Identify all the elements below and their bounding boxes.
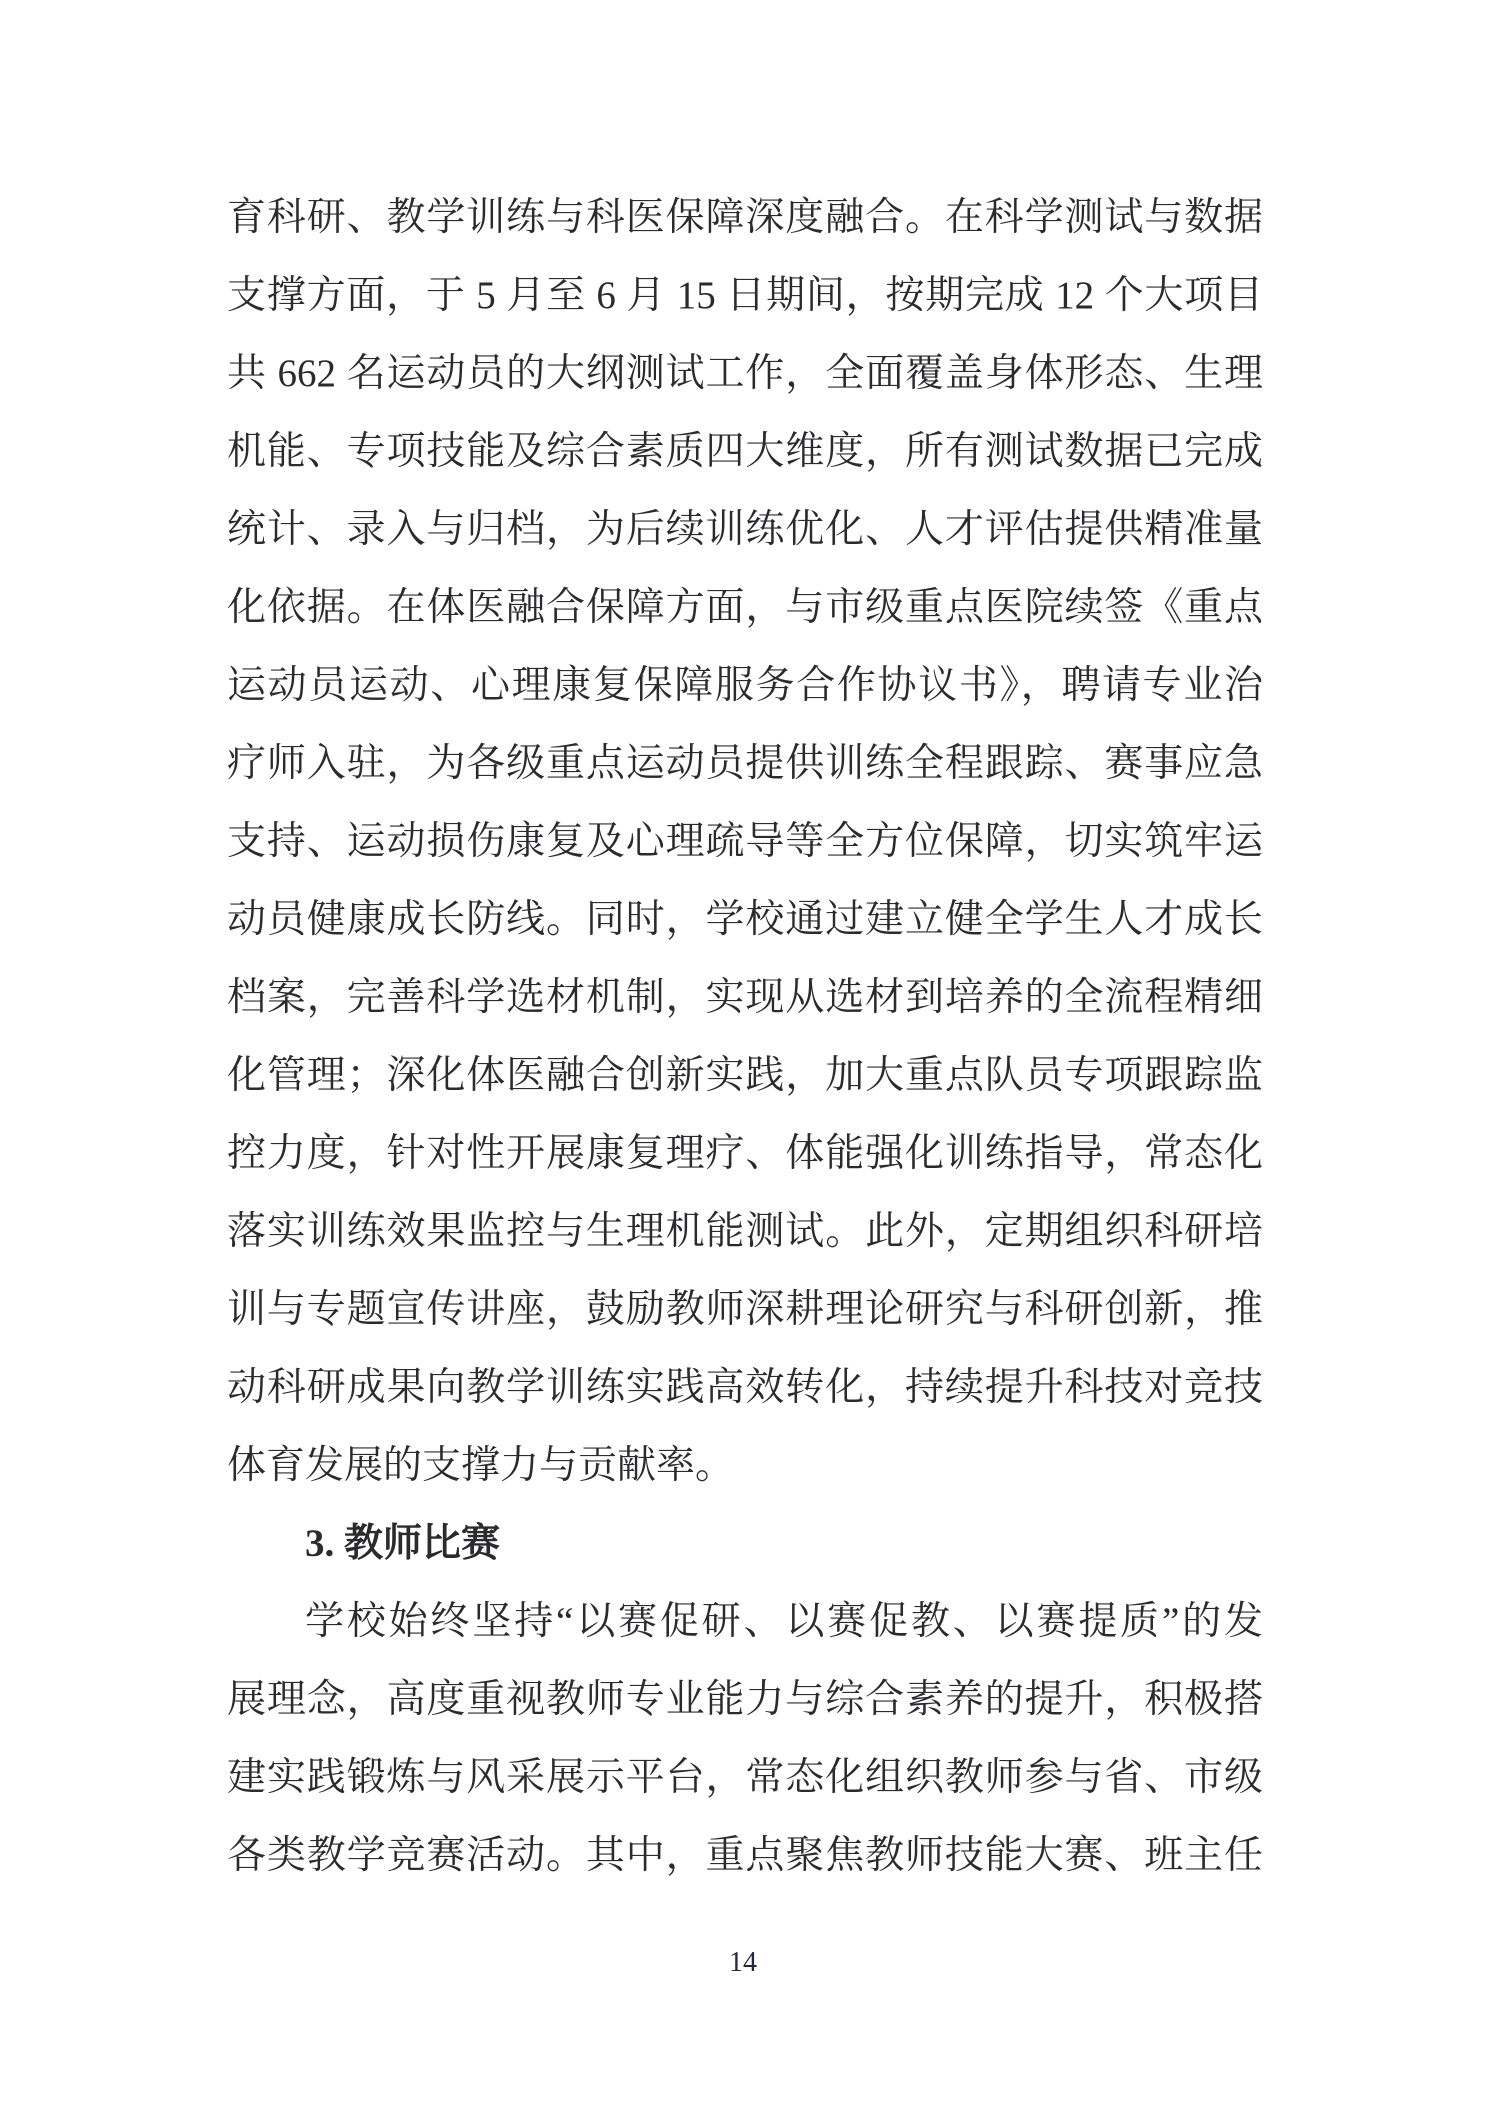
body-line: 落实训练效果监控与生理机能测试。此外，定期组织科研培 (227, 1210, 1263, 1253)
body-line: 档案，完善科学选材机制，实现从选材到培养的全流程精细 (227, 976, 1263, 1019)
body-line: 机能、专项技能及综合素质四大维度，所有测试数据已完成 (227, 430, 1263, 473)
body-line: 化依据。在体医融合保障方面，与市级重点医院续签《重点 (227, 586, 1263, 629)
body-line: 各类教学竞赛活动。其中，重点聚焦教师技能大赛、班主任 (227, 1834, 1263, 1877)
body-line: 运动员运动、心理康复保障服务合作协议书》，聘请专业治 (227, 664, 1263, 707)
section-heading: 3. 教师比赛 (305, 1522, 501, 1565)
body-line: 统计、录入与归档，为后续训练优化、人才评估提供精准量 (227, 508, 1263, 551)
body-line: 共 662 名运动员的大纲测试工作，全面覆盖身体形态、生理 (227, 352, 1263, 395)
paragraph-end-line: 体育发展的支撑力与贡献率。 (227, 1444, 735, 1487)
body-line: 动员健康成长防线。同时，学校通过建立健全学生人才成长 (227, 898, 1263, 941)
body-line: 控力度，针对性开展康复理疗、体能强化训练指导，常态化 (227, 1132, 1263, 1175)
body-line: 疗师入驻，为各级重点运动员提供训练全程跟踪、赛事应急 (227, 742, 1263, 785)
body-line: 支撑方面，于 5 月至 6 月 15 日期间，按期完成 12 个大项目 (227, 274, 1263, 317)
body-line: 训与专题宣传讲座，鼓励教师深耕理论研究与科研创新，推 (227, 1288, 1263, 1331)
page-number: 14 (729, 1947, 757, 1978)
body-line: 育科研、教学训练与科医保障深度融合。在科学测试与数据 (227, 196, 1263, 239)
body-line: 动科研成果向教学训练实践高效转化，持续提升科技对竞技 (227, 1366, 1263, 1409)
body-line: 展理念，高度重视教师专业能力与综合素养的提升，积极搭 (227, 1678, 1263, 1721)
body-line: 建实践锻炼与风采展示平台，常态化组织教师参与省、市级 (227, 1756, 1263, 1799)
body-line: 支持、运动损伤康复及心理疏导等全方位保障，切实筑牢运 (227, 820, 1263, 863)
document-body (227, 179, 1263, 1895)
body-line: 化管理；深化体医融合创新实践，加大重点队员专项跟踪监 (227, 1054, 1263, 1097)
paragraph-first-line: 学校始终坚持“以赛促研、以赛促教、以赛提质”的发 (305, 1600, 1263, 1643)
